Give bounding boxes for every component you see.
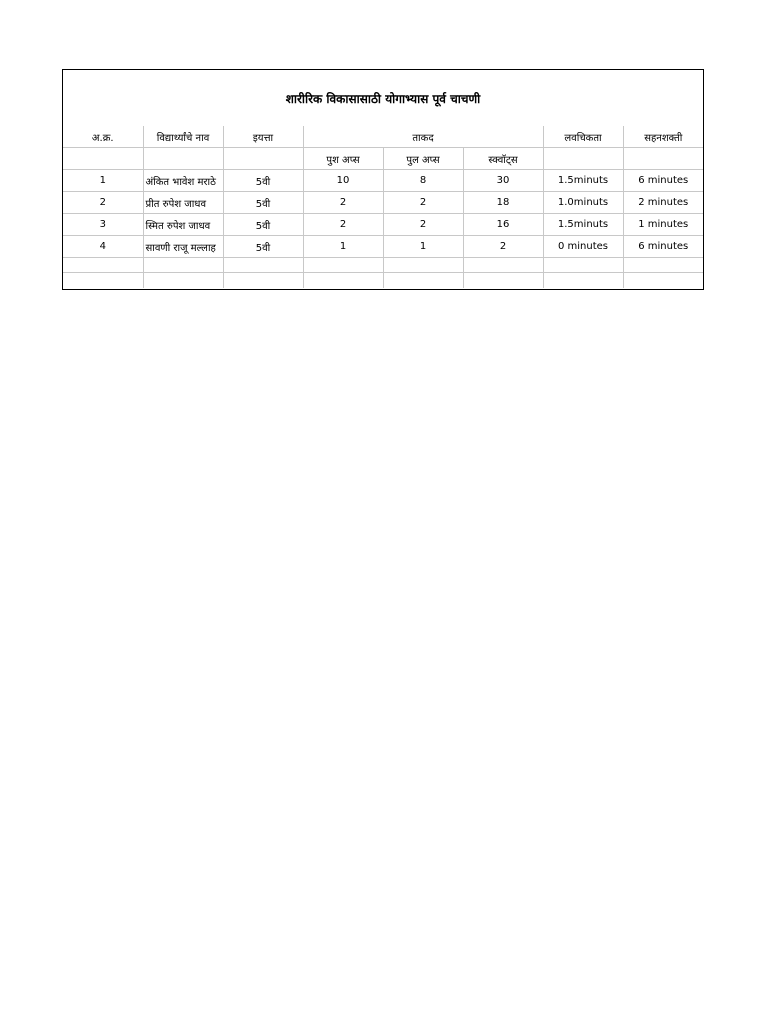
subheader-squats: स्क्वॉट्स — [463, 148, 543, 170]
cell-flexibility: 1.0minuts — [543, 192, 623, 214]
subheader-push-ups: पुश अप्स — [303, 148, 383, 170]
cell-push-ups: 10 — [303, 170, 383, 192]
cell-pull-ups: 8 — [383, 170, 463, 192]
header-row — [63, 126, 703, 148]
cell-student-name: प्रीत रुपेश जाधव — [143, 192, 223, 214]
header-class: इयत्ता — [223, 126, 303, 148]
cell-serial: 2 — [63, 192, 143, 214]
table-row — [63, 236, 703, 258]
cell-pull-ups: 2 — [383, 214, 463, 236]
cell-pull-ups: 2 — [383, 192, 463, 214]
table-row — [63, 170, 703, 192]
assessment-table — [63, 126, 703, 288]
cell-squats: 30 — [463, 170, 543, 192]
header-student-name: विद्यार्थ्यांचे नाव — [143, 126, 223, 148]
cell-push-ups: 2 — [303, 214, 383, 236]
subheader-row — [63, 148, 703, 170]
header-serial: अ.क्र. — [63, 126, 143, 148]
empty-row — [63, 273, 703, 289]
cell-pull-ups: 1 — [383, 236, 463, 258]
cell-flexibility: 0 minutes — [543, 236, 623, 258]
cell-class: 5वी — [223, 170, 303, 192]
sheet-title: शारीरिक विकासासाठी योगाभ्यास पूर्व चाचणी — [285, 91, 481, 106]
cell-flexibility: 1.5minuts — [543, 214, 623, 236]
cell-push-ups: 1 — [303, 236, 383, 258]
cell-endurance: 2 minutes — [623, 192, 703, 214]
table-row — [63, 214, 703, 236]
header-endurance: सहनशक्ती — [623, 126, 703, 148]
cell-push-ups: 2 — [303, 192, 383, 214]
cell-class: 5वी — [223, 214, 303, 236]
cell-squats: 16 — [463, 214, 543, 236]
cell-student-name: स्मित रुपेश जाधव — [143, 214, 223, 236]
cell-serial: 1 — [63, 170, 143, 192]
cell-squats: 2 — [463, 236, 543, 258]
cell-serial: 3 — [63, 214, 143, 236]
cell-squats: 18 — [463, 192, 543, 214]
cell-student-name: सावणी राजू मल्लाह — [143, 236, 223, 258]
cell-class: 5वी — [223, 236, 303, 258]
cell-endurance: 1 minutes — [623, 214, 703, 236]
cell-endurance: 6 minutes — [623, 170, 703, 192]
table-row — [63, 192, 703, 214]
header-flexibility: लवचिकता — [543, 126, 623, 148]
cell-student-name: अंकित भावेश मराठे — [143, 170, 223, 192]
cell-serial: 4 — [63, 236, 143, 258]
cell-flexibility: 1.5minuts — [543, 170, 623, 192]
cell-endurance: 6 minutes — [623, 236, 703, 258]
cell-class: 5वी — [223, 192, 303, 214]
header-strength: ताकद — [303, 126, 543, 148]
subheader-pull-ups: पुल अप्स — [383, 148, 463, 170]
assessment-sheet — [62, 69, 704, 290]
empty-row — [63, 258, 703, 273]
